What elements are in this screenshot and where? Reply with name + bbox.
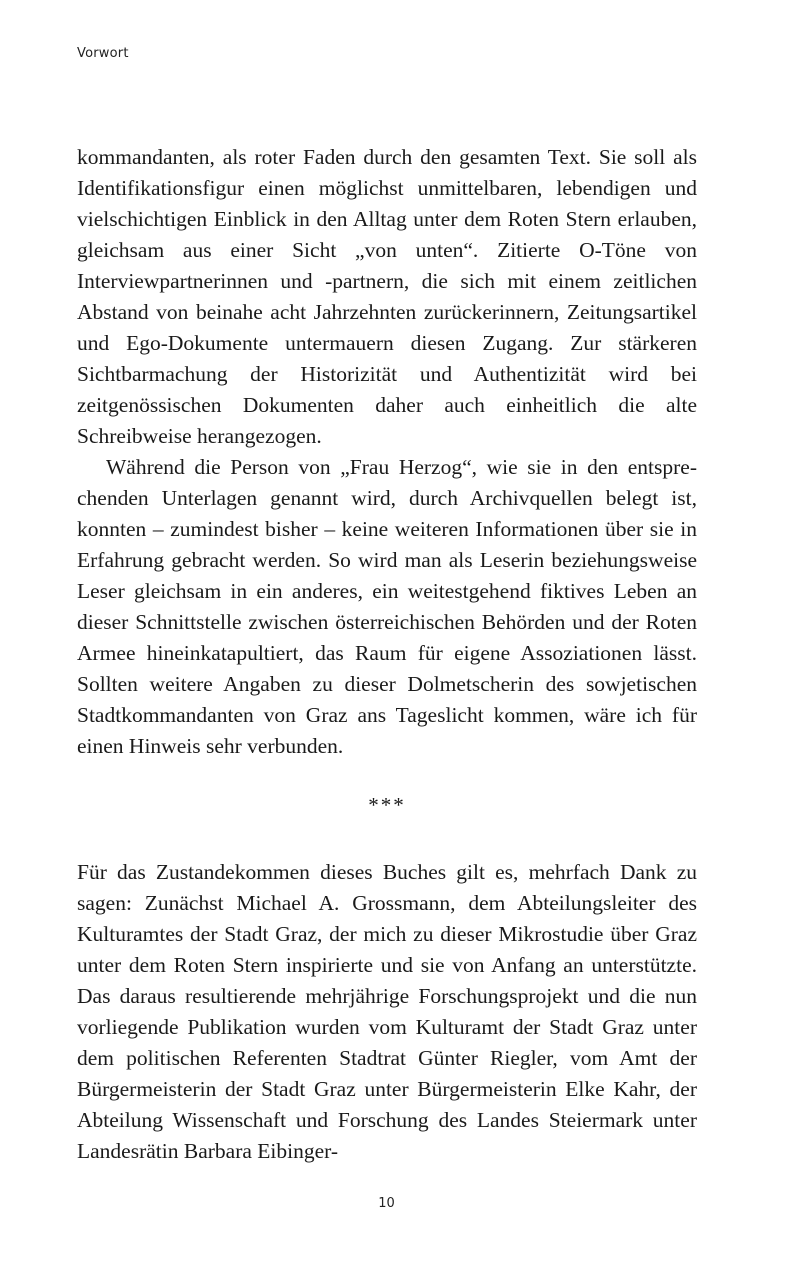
paragraph-frau-herzog: Während die Person von „Frau Herzog“, wie sie in den entsprechenden Unterlagen genannt wird, durch Archivquellen belegt ist, konnten – zumindest bisher – keine weiteren Informationen über sie in Erfahrung gebracht werden. So wird man als Leserin beziehungsweise Leser gleichsam in ein anderes, ein weitestgehend fiktives Leben an dieser Schnittstelle zwischen österreichischen Behörden und der Roten Armee hineinkatapultiert, das Raum für eigene Assoziationen lässt. Sollten weitere Angaben zu dieser Dolmetscherin des sowjetischen Stadtkommandanten von Graz ans Tageslicht kommen, wäre ich für einen Hinweis sehr verbunden.	[77, 455, 697, 758]
body-text-top	[77, 142, 697, 762]
body-text-bottom	[77, 857, 697, 1167]
paragraph-continuation: kommandanten, als roter Faden durch den gesamten Text. Sie soll als Identifikationsfigur einen möglichst unmittelbaren, lebendigen und vielschichtigen Einblick in den Alltag unter dem Roten Stern erlauben, gleichsam aus einer Sicht „von unten“. Zitierte O-Töne von Interviewpartnerinnen und -partnern, die sich mit einem zeitlichen Abstand von beinahe acht Jahrzehnten zurückerinnern, Zeitungsartikel und Ego-Dokumente untermauern diesen Zugang. Zur stärkeren Sichtbarmachung der Historizität und Authentizität wird bei zeitgenössischen Dokumenten daher auch einheitlich die alte Schreibweise herangezogen.	[77, 145, 697, 448]
page-number: 10	[378, 1196, 395, 1211]
section-divider: ***	[368, 793, 406, 817]
paragraph-acknowledgements: Für das Zustandekommen dieses Buches gilt es, mehrfach Dank zu sagen: Zunächst Michael A. Grossmann, dem Abteilungsleiter des Kulturamtes der Stadt Graz, der mich zu dieser Mikrostudie über Graz unter dem Roten Stern inspirierte und sie von Anfang an unterstützte. Das daraus resultierende mehrjährige Forschungsprojekt und die nun vorliegende Publikation wurden vom Kulturamt der Stadt Graz unter dem politischen Referenten Stadtrat Günter Riegler, vom Amt der Bürgermeisterin der Stadt Graz unter Bürgermeisterin Elke Kahr, der Abteilung Wissenschaft und Forschung des Landes Steiermark unter Landesrätin Barbara Eibinger-	[77, 860, 697, 1163]
running-head: Vorwort	[77, 46, 129, 61]
